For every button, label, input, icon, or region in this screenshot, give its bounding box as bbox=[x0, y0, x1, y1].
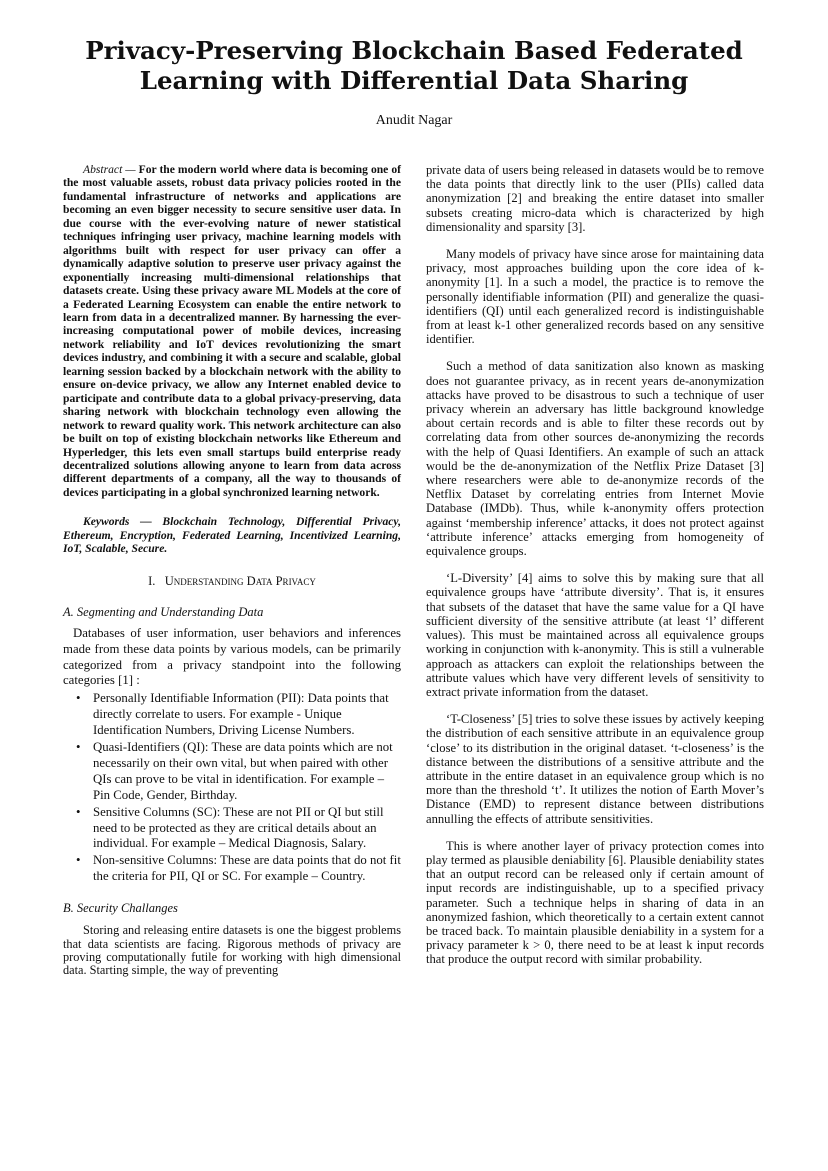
privacy-categories-list bbox=[63, 691, 401, 885]
list-item: • Quasi-Identifiers (QI): These are data points which are not necessarily on their own vital, but when paired with other QIs can prove to be vital in identification. For example – Pin Code, Gender, Birthday. bbox=[93, 740, 401, 804]
paper-title-line-1: Privacy-Preserving Blockchain Based Federated bbox=[85, 36, 743, 65]
paper-title bbox=[60, 36, 768, 96]
list-item: • Personally Identifiable Information (PII): Data points that directly correlate to users. For example - Unique Identification Numbers, Driving License Numbers. bbox=[93, 691, 401, 739]
list-item: • Sensitive Columns (SC): These are not PII or QI but still need to be protected as they are critical details about an individual. For example – Medical Diagnosis, Salary. bbox=[93, 805, 401, 853]
subsection-a-heading: A. Segmenting and Understanding Data bbox=[63, 604, 264, 619]
keywords: Keywords — Blockchain Technology, Differential Privacy, Ethereum, Encryption, Federated Learning, Incentivized Learning, IoT, Scalable, Secure. bbox=[63, 515, 401, 556]
body-paragraph: private data of users being released in datasets would be to remove the data points that directly link to the user (PIIs) called data anonymization [2] and breaking the entire dataset into smaller subsets creating micro-data which is characterized by high dimensionality and sparsity [3]. bbox=[426, 163, 764, 234]
paper-title-line-2: Learning with Differential Data Sharing bbox=[139, 66, 689, 95]
author-name: Anudit Nagar bbox=[375, 113, 453, 128]
body-paragraph: This is where another layer of privacy protection comes into play termed as plausible deniability [6]. Plausible deniability states that an output record can be released only if certain amount of input records are indistinguishable, up to a specified privacy parameter. Such a technique helps in sharing of data in an anonymized fashion, which theoretically to a certain extent cannot be traced back. To maintain plausible deniability in a system for a privacy parameter k > 0, there need to be at least k input records that produce the output record with similar probability. bbox=[426, 838, 764, 967]
abstract-text: For the modern world where data is becoming one of the most valuable assets, robust data privacy policies rooted in the fundamental infrastructure of networks and applications are becoming an even bigger necessity to secure sensitive user data. In due course with the ever-evolving nature of newer statistical techniques infringing user privacy, machine learning models with algorithms built with respect for user privacy can offer a dynamically adaptive solution to preserve user privacy against the exponentially increasing multi-dimensional relationships that datasets create. Using these privacy aware ML Models at the core of a Federated Learning Ecosystem can enable the entire network to learn from data in a decentralized manner. By harnessing the ever-increasing computational power of mobile devices, increasing network reliability and IoT devices revolutionizing the smart devices industry, and combining it with a secure and scalable, global learning session backed by a blockchain network with the ability to ensure on-device privacy, we allow any Internet enabled device to participate and contribute data to a global privacy-preserving, data sharing network with blockchain technology even allowing the network to reward quality work. This network architecture can also be built on top of existing blockchain networks like Ethereum and Hyperledger, this lets even small startups build enterprise ready decentralized solutions allowing anyone to learn from data across different departments of a company, all the way to thousands of devices participating in a global synchronized learning network. bbox=[63, 163, 401, 499]
subsection-a-paragraph: Databases of user information, user behaviors and inferences made from these data points by various models, can be primarily categorized from a privacy standpoint into the following categories [1] : bbox=[63, 625, 401, 688]
body-paragraph: ‘L-Diversity’ [4] aims to solve this by making sure that all equivalence groups have ‘attribute diversity’. That is, it ensures that subsets of the dataset that have the same value for a QI have sufficient diversity of the sensitive attribute (at least ‘l’ different values). This must be maintained across all equivalence groups working in conjunction with k-anonymity. This is still a vulnerable approach as attackers can exploit the relationships between the attribute values which have very different levels of sensitivity to extract private information from the dataset. bbox=[426, 571, 764, 699]
subsection-b-heading: B. Security Challanges bbox=[63, 901, 178, 916]
abstract bbox=[63, 163, 401, 499]
subsection-b-paragraph: Storing and releasing entire datasets is one the biggest problems that data scientists are facing. Rigorous methods of privacy are proving computationally futile for working with high dimensional data. Starting simple, the way of preventing bbox=[63, 923, 401, 978]
section-title: Understanding Data Privacy bbox=[164, 573, 316, 588]
left-column bbox=[63, 163, 401, 978]
abstract-label: Abstract — bbox=[83, 163, 136, 176]
body-paragraph: Many models of privacy have since arose for maintaining data privacy, most approaches building upon the core idea of k-anonymity [1]. In a such a model, the practice is to remove the personally identifiable information (PII) and generalize the quasi-identifiers (QI) until each generalized record is indistinguishable from at least k-1 other generalized records based on any sensitive identifier. bbox=[426, 247, 764, 347]
list-item: • Non-sensitive Columns: These are data points that do not fit the criteria for PII, QI or SC. For example – Country. bbox=[93, 853, 401, 885]
right-column bbox=[426, 163, 764, 967]
section-heading bbox=[63, 574, 401, 589]
body-paragraph: Such a method of data sanitization also known as masking does not guarantee privacy, as in recent years de-anonymization attacks have proved to be disastrous to such a technique of user privacy wherein an adversary has little background knowledge about certain records and is able to filter these records out by correlating data from other sources de-anonymizing the records with the help of Quasi Identifiers. An example of such an attack would be the de-anonymization of the Netflix Prize Dataset [3] where researchers were able to de-anonymize records of the Netflix Dataset by correlating entries from Internet Movie Database (IMDb). Thus, while k-anonymity offers protection against ‘membership inference’ attacks, it does not protect against ‘attribute inference’ attacks emerging from homogeneity of equivalence groups. bbox=[426, 359, 764, 559]
body-paragraph: ‘T-Closeness’ [5] tries to solve these issues by actively keeping the distribution of each sensitive attribute in an equivalence group ‘close’ to its distribution in the original dataset. ‘t-closeness’ is the distance between the distributions of a sensitive attribute and the attribute in the entire dataset in an equivalence group which is no more than the threshold ‘t’. It utilizes the notion of Earth Mover’s Distance (EMD) to represent distance between distributions annulling the effects of attribute sensitivities. bbox=[426, 712, 764, 826]
section-number: I. bbox=[148, 573, 156, 588]
